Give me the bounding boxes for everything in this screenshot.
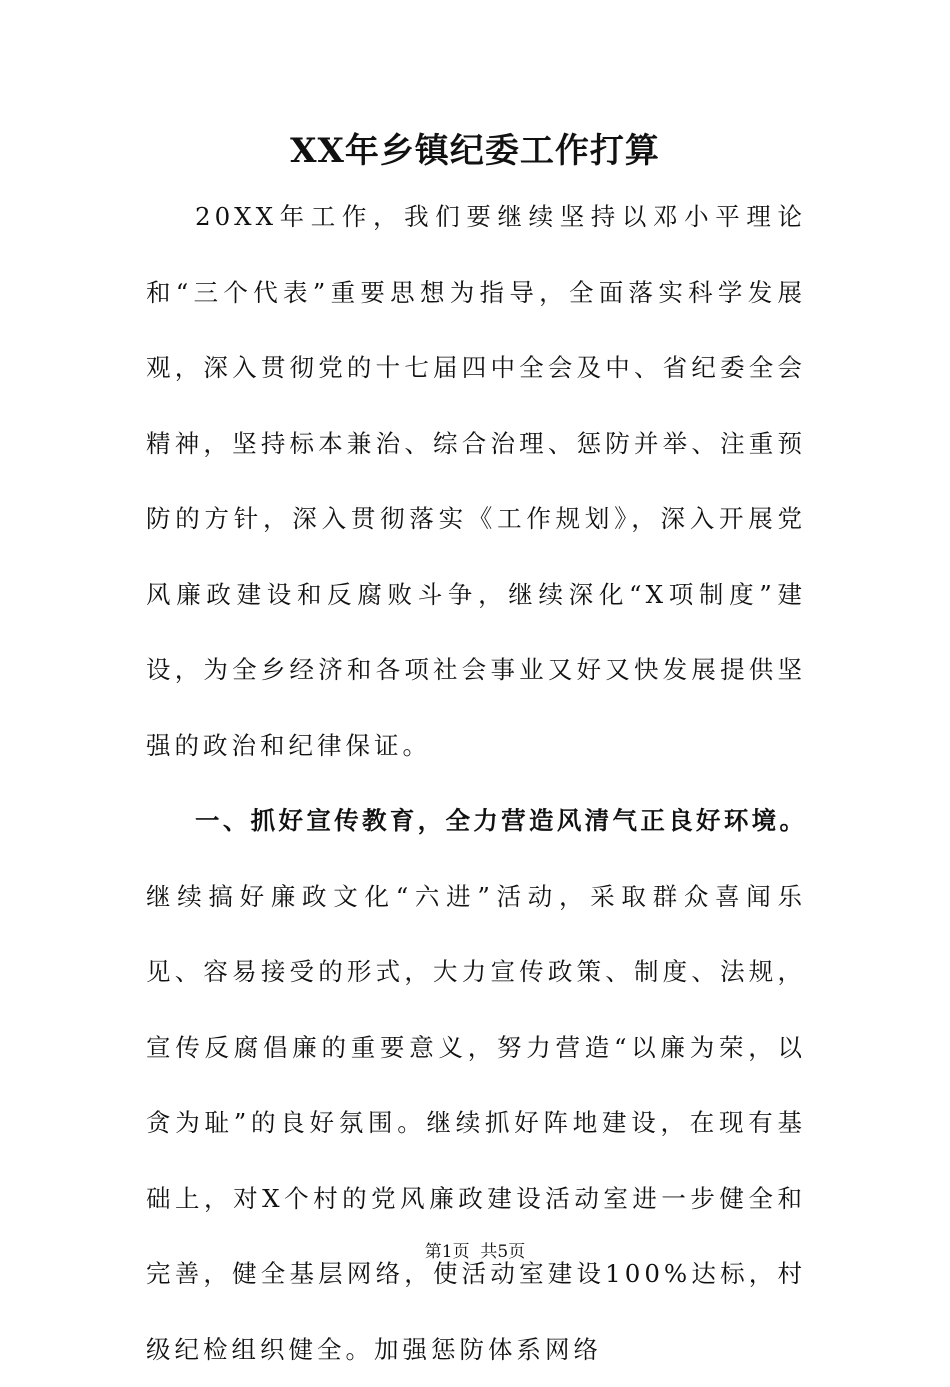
section-heading: 一、抓好宣传教育，全力营造风清气正良好环境。 [195,806,806,835]
paragraph-text: 20XX年工作，我们要继续坚持以邓小平理论和“三个代表”重要思想为指导，全面落实科学发展观，深入贯彻党的十七届四中全会及中、省纪委全会精神，坚持标本兼治、综合治理、惩防并举、注重预防的方针，深入贯彻落实《工作规划》，深入开展党风廉政建设和反腐败斗争，继续深化“X项制度”建设，为全乡经济和各项社会事业又好又快发展提供坚强的政治和纪律保证。 [146,202,806,760]
page-number: 第1页 共5页 [424,1242,526,1262]
document-body [146,179,806,1387]
page-footer [0,1240,950,1264]
paragraph-intro [146,179,806,783]
document-title: XX年乡镇纪委工作打算 [290,131,660,171]
paragraph-section-1 [146,783,806,1387]
paragraph-text: 继续搞好廉政文化“六进”活动，采取群众喜闻乐见、容易接受的形式，大力宣传政策、制度、法规，宣传反腐倡廉的重要意义，努力营造“以廉为荣，以贪为耻”的良好氛围。继续抓好阵地建设，在现有基础上，对X个村的党风廉政建设活动室进一步健全和完善，健全基层网络，使活动室建设100%达标，村级纪检组织健全。加强惩防体系网络 [146,881,806,1364]
